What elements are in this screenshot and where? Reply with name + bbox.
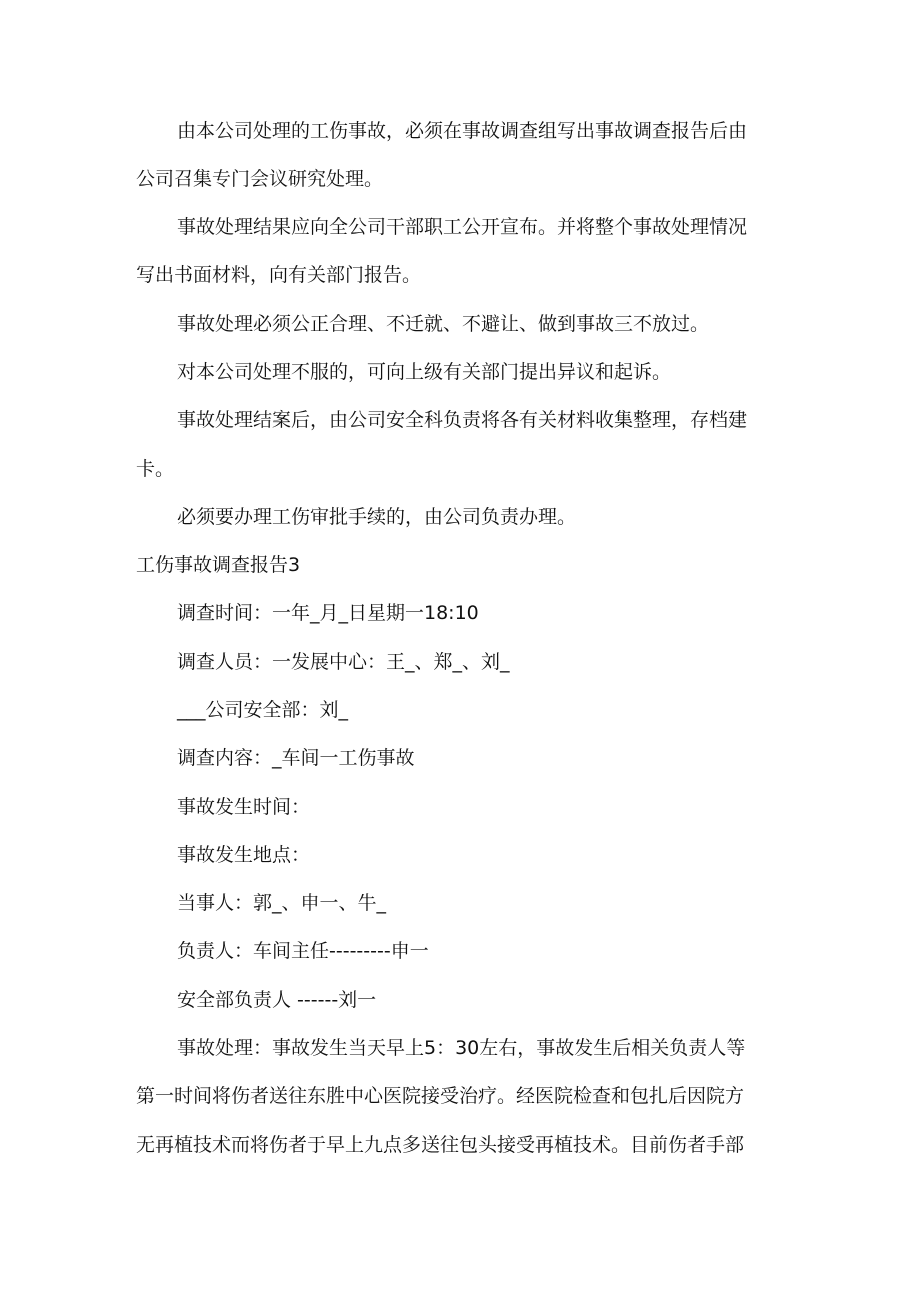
paragraph-line: 公司召集专门会议研究处理。 (136, 168, 384, 190)
paragraph-line: 事故处理结案后，由公司安全科负责将各有关材料收集整理，存档建 (177, 409, 748, 431)
paragraph-line: 负责人：车间主任---------申一 (177, 940, 429, 962)
paragraph-line: 对本公司处理不服的，可向上级有关部门提出异议和起诉。 (177, 361, 672, 383)
paragraph-line: 写出书面材料，向有关部门报告。 (136, 264, 422, 286)
paragraph-line: ___公司安全部：刘_ (177, 699, 349, 721)
paragraph-line: 事故发生地点： (177, 844, 311, 866)
section-heading: 工伤事故调查报告3 (136, 554, 301, 576)
paragraph-line: 事故发生时间： (177, 796, 311, 818)
paragraph-line: 调查内容：_车间一工伤事故 (177, 747, 415, 769)
paragraph-line: 由本公司处理的工伤事故，必须在事故调查组写出事故调查报告后由 (177, 120, 748, 142)
paragraph-line: 必须要办理工伤审批手续的，由公司负责办理。 (177, 506, 577, 528)
paragraph-line: 事故处理结果应向全公司干部职工公开宣布。并将整个事故处理情况 (177, 216, 748, 238)
paragraph-line: 无再植技术而将伤者于早上九点多送往包头接受再植技术。目前伤者手部 (136, 1134, 745, 1156)
paragraph-line: 调查人员：一发展中心：王_、郑_、刘_ (177, 651, 510, 673)
paragraph-line: 安全部负责人 ------刘一 (177, 989, 377, 1011)
paragraph-line: 卡。 (136, 458, 175, 480)
paragraph-line: 第一时间将伤者送往东胜中心医院接受治疗。经医院检查和包扎后因院方 (136, 1085, 745, 1107)
paragraph-line: 调查时间：一年_月_日星期一18:10 (177, 602, 479, 624)
paragraph-line: 事故处理必须公正合理、不迁就、不避让、做到事故三不放过。 (177, 313, 710, 335)
paragraph-line: 事故处理：事故发生当天早上5：30左右，事故发生后相关负责人等 (177, 1037, 746, 1059)
paragraph-line: 当事人：郭_、申一、牛_ (177, 892, 387, 914)
